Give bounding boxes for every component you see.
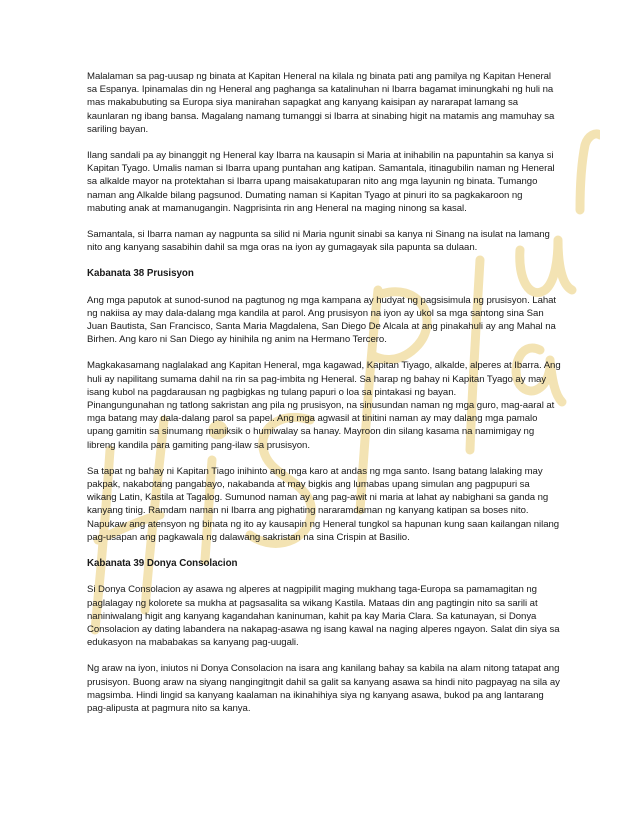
paragraph-ch38-4: Sa tapat ng bahay ni Kapitan Tiago inihinto ang mga karo at andas ng mga santo. Isang batang lalaking may pakpak, nakabotang pangabayo, nakabanda at may bigkis ang lumabas upang simulan ang pagpupuri sa wikang Latin, Kastila at Tagalog. Sumunod naman ay ang pag-awit ni maria at lahat ay nabighani sa ganda ng kanyang tinig. Ramdam naman ni Ibarra ang pighating nararamdaman ng kanyang katipan sa boses nito. Napukaw ang atensyon ng binata ng ito ay kausapin ng Heneral tungkol sa hapunan kung saan kailangan nilang pag-usapan ang pagkawala ng dalawang sakristan na sina Crispin at Basilio. xyxy=(87,465,560,543)
paragraph-ch37-2: Ilang sandali pa ay binanggit ng Heneral kay Ibarra na kausapin si Maria at inihabilin na papuntahin sa kanya si Kapitan Tyago. Umalis naman si Ibarra upang puntahan ang katipan. Samantala, itinagubilin naman ng Heneral sa alkalde mayor na protektahan si Ibarra upang maisakatuparan nito ang mga layunin ng binata. Tumango naman ang Alkalde bilang pagsunod. Dumating naman si Kapitan Tyago at pinuri ito sa pagkakaroon ng mabuting anak at mamanugangin. Nagprisinta rin ang Heneral na maging ninong sa kasal. xyxy=(87,150,555,214)
paragraph-ch39-1: Si Donya Consolacion ay asawa ng alperes at nagpipilit maging mukhang taga-Europa sa pamamagitan ng paglalagay ng kolorete sa mukha at pagsasalita sa wikang Kastila. Mataas din ang pagtingin nito sa sarili at naniniwalang higit ang kanyang kagandahan kaninuman, kahit pa kay Maria Clara. Sa katunayan, si Donya Consolacion ay dating labandera na nakapag-asawa ng isang kawal na naging alperes ngayon. Salat din siya sa edukasyon na mababakas sa kanyang pag-uugali. xyxy=(87,584,560,649)
chapter-38-heading: Kabanata 38 Prusisyon xyxy=(87,268,194,280)
paragraph-ch37-1: Malalaman sa pag-uusap ng binata at Kapitan Heneral na kilala ng binata pati ang pamilya ng Kapitan Heneral sa Espanya. Ipinamalas din ng Heneral ang paghanga sa katalinuhan ni Ibarra bagamat iminungkahi ng huli na mas makabubuting sa Europa siya manirahan sapagkat ang kanyang kaisipan ay nararapat lamang sa kaunlaran ng ibang bansa. Magalang namang tumanggi si Ibarra at sinabing higit na matamis ang mamuhay sa sariling bayan. xyxy=(87,71,555,135)
chapter-39-heading: Kabanata 39 Donya Consolacion xyxy=(87,558,238,570)
paragraph-ch37-3: Samantala, si Ibarra naman ay nagpunta sa silid ni Maria ngunit sinabi sa kanya ni Sinang na isulat na lamang nito ang kanyang sasabihin dahil sa mga oras na iyon ay gumagayak sila papunta sa dulaan. xyxy=(87,229,550,254)
paragraph-ch38-2: Magkakasamang naglalakad ang Kapitan Heneral, mga kagawad, Kapitan Tiyago, alkalde, alperes at Ibarra. Ang huli ay napilitang sumama dahil na rin sa pag-imbita ng Heneral. Sa harap ng bahay ni Kapitan Tyago ay may isang kubol na pagdarausan ng pagbigkas ng tulang papuri o loa sa pintakasi ng bayan. xyxy=(87,360,561,398)
paragraph-ch38-1: Ang mga paputok at sunod-sunod na pagtunog ng mga kampana ay hudyat ng pagsisimula ng prusisyon. Lahat ng nakiisa ay may dala-dalang mga kandila at parol. Ang prusisyon na iyon ay ukol sa mga santong sina San Juan Bautista, San Francisco, Santa Maria Magdalena, San Diego De Alcala at ang pinakahuli ay ang Mahal na Birhen. Ang karo ni San Diego ay hinihila ng anim na Hermano Tercero. xyxy=(87,294,557,346)
paragraph-ch38-3: Pinangungunahan ng tatlong sakristan ang pila ng prusisyon, na sinusundan naman ng mga guro, mag-aaral at mga batang may dala-dalang parol sa papel. Ang mga agwasil at tinitini naman ay may dalang mga pamalo upang gamitin sa sinumang maniksik o humiwalay sa hanay. Mayroon din silang kasama na namimigay ng libreng kandila para gamiting pang-ilaw sa prusisyon. xyxy=(87,400,555,451)
paragraph-ch39-2: Ng araw na iyon, iniutos ni Donya Consolacion na isara ang kanilang bahay sa kabila na alam nitong tatapat ang prusisyon. Buong araw na siyang nangingitngit dahil sa galit sa kanyang asawa sa hindi nito pagpayag na sila ay magsimba. Hindi lingid sa kanyang kaalaman na ikinahihiya siya ng kanyang asawa, bukod pa ang lantarang pag-alipusta at pagmura nito sa kanya. xyxy=(87,663,560,714)
document-body xyxy=(87,70,561,728)
